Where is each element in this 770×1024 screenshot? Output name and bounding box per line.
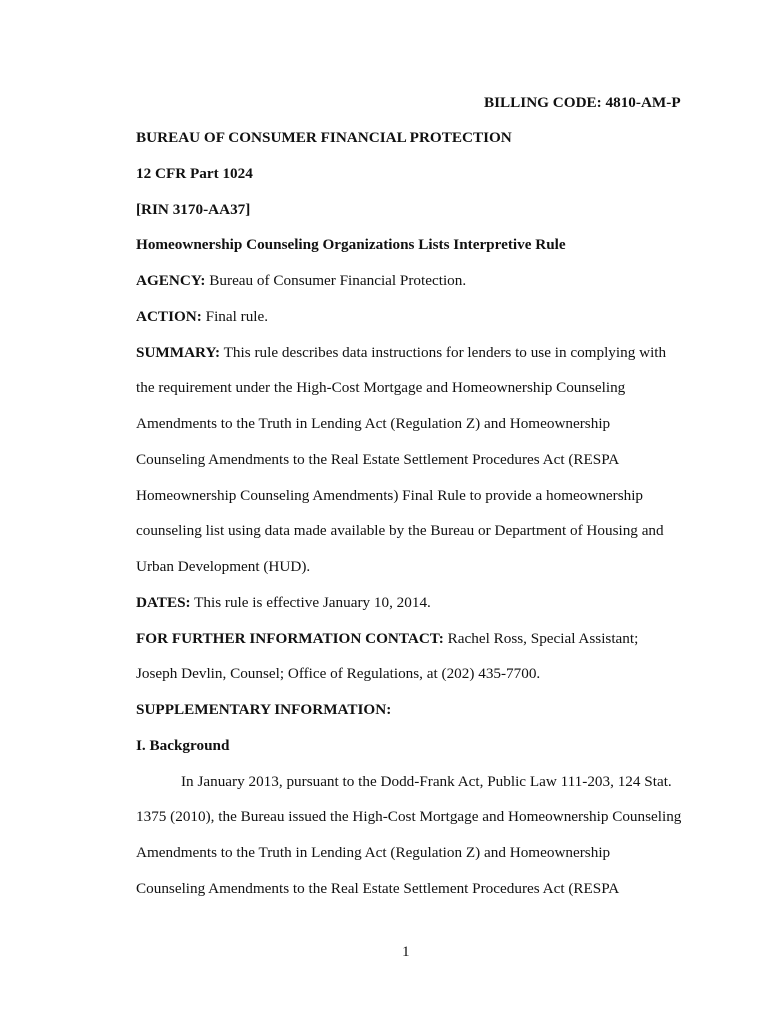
rule-title: Homeownership Counseling Organizations Lists Interpretive Rule — [136, 236, 566, 253]
cfr-part: 12 CFR Part 1024 — [136, 165, 253, 182]
dates-line — [136, 594, 431, 612]
supplementary-heading: SUPPLEMENTARY INFORMATION: — [136, 701, 392, 718]
agency-text: Bureau of Consumer Financial Protection. — [205, 272, 467, 289]
contact-line-1 — [136, 630, 638, 648]
contact-line-2: Joseph Devlin, Counsel; Office of Regulations, at (202) 435-7700. — [136, 665, 541, 682]
action-label: ACTION: — [136, 308, 202, 325]
rin-number: [RIN 3170-AA37] — [136, 201, 251, 218]
agency-label: AGENCY: — [136, 272, 206, 289]
summary-line-5: Homeownership Counseling Amendments) Final Rule to provide a homeownership — [136, 487, 644, 504]
background-heading: I. Background — [136, 737, 230, 754]
billing-code: BILLING CODE: 4810-AM-P — [484, 94, 681, 111]
page-number: 1 — [402, 943, 410, 960]
action-line — [136, 308, 268, 326]
dates-label: DATES: — [136, 594, 191, 611]
dates-text: This rule is effective January 10, 2014. — [190, 594, 431, 611]
summary-line-4: Counseling Amendments to the Real Estate Settlement Procedures Act (RESPA — [136, 451, 620, 468]
summary-line-7: Urban Development (HUD). — [136, 558, 311, 575]
agency-line — [136, 272, 466, 290]
agency-name-heading: BUREAU OF CONSUMER FINANCIAL PROTECTION — [136, 129, 512, 146]
background-line-3: Amendments to the Truth in Lending Act (Regulation Z) and Homeownership — [136, 844, 611, 861]
background-line-2: 1375 (2010), the Bureau issued the High-Cost Mortgage and Homeownership Counseling — [136, 808, 682, 825]
action-text: Final rule. — [201, 308, 269, 325]
summary-line-6: counseling list using data made available by the Bureau or Department of Housing and — [136, 522, 664, 539]
background-line-4: Counseling Amendments to the Real Estate Settlement Procedures Act (RESPA — [136, 880, 620, 897]
summary-label: SUMMARY: — [136, 344, 221, 361]
contact-text: Rachel Ross, Special Assistant; — [443, 630, 639, 647]
summary-line-1 — [136, 344, 666, 362]
summary-line-3: Amendments to the Truth in Lending Act (Regulation Z) and Homeownership — [136, 415, 611, 432]
summary-text: This rule describes data instructions for lenders to use in complying with — [220, 344, 667, 361]
summary-line-2: the requirement under the High-Cost Mortgage and Homeownership Counseling — [136, 379, 626, 396]
contact-label: FOR FURTHER INFORMATION CONTACT: — [136, 630, 444, 647]
background-line-1: In January 2013, pursuant to the Dodd-Frank Act, Public Law 111-203, 124 Stat. — [181, 773, 672, 790]
